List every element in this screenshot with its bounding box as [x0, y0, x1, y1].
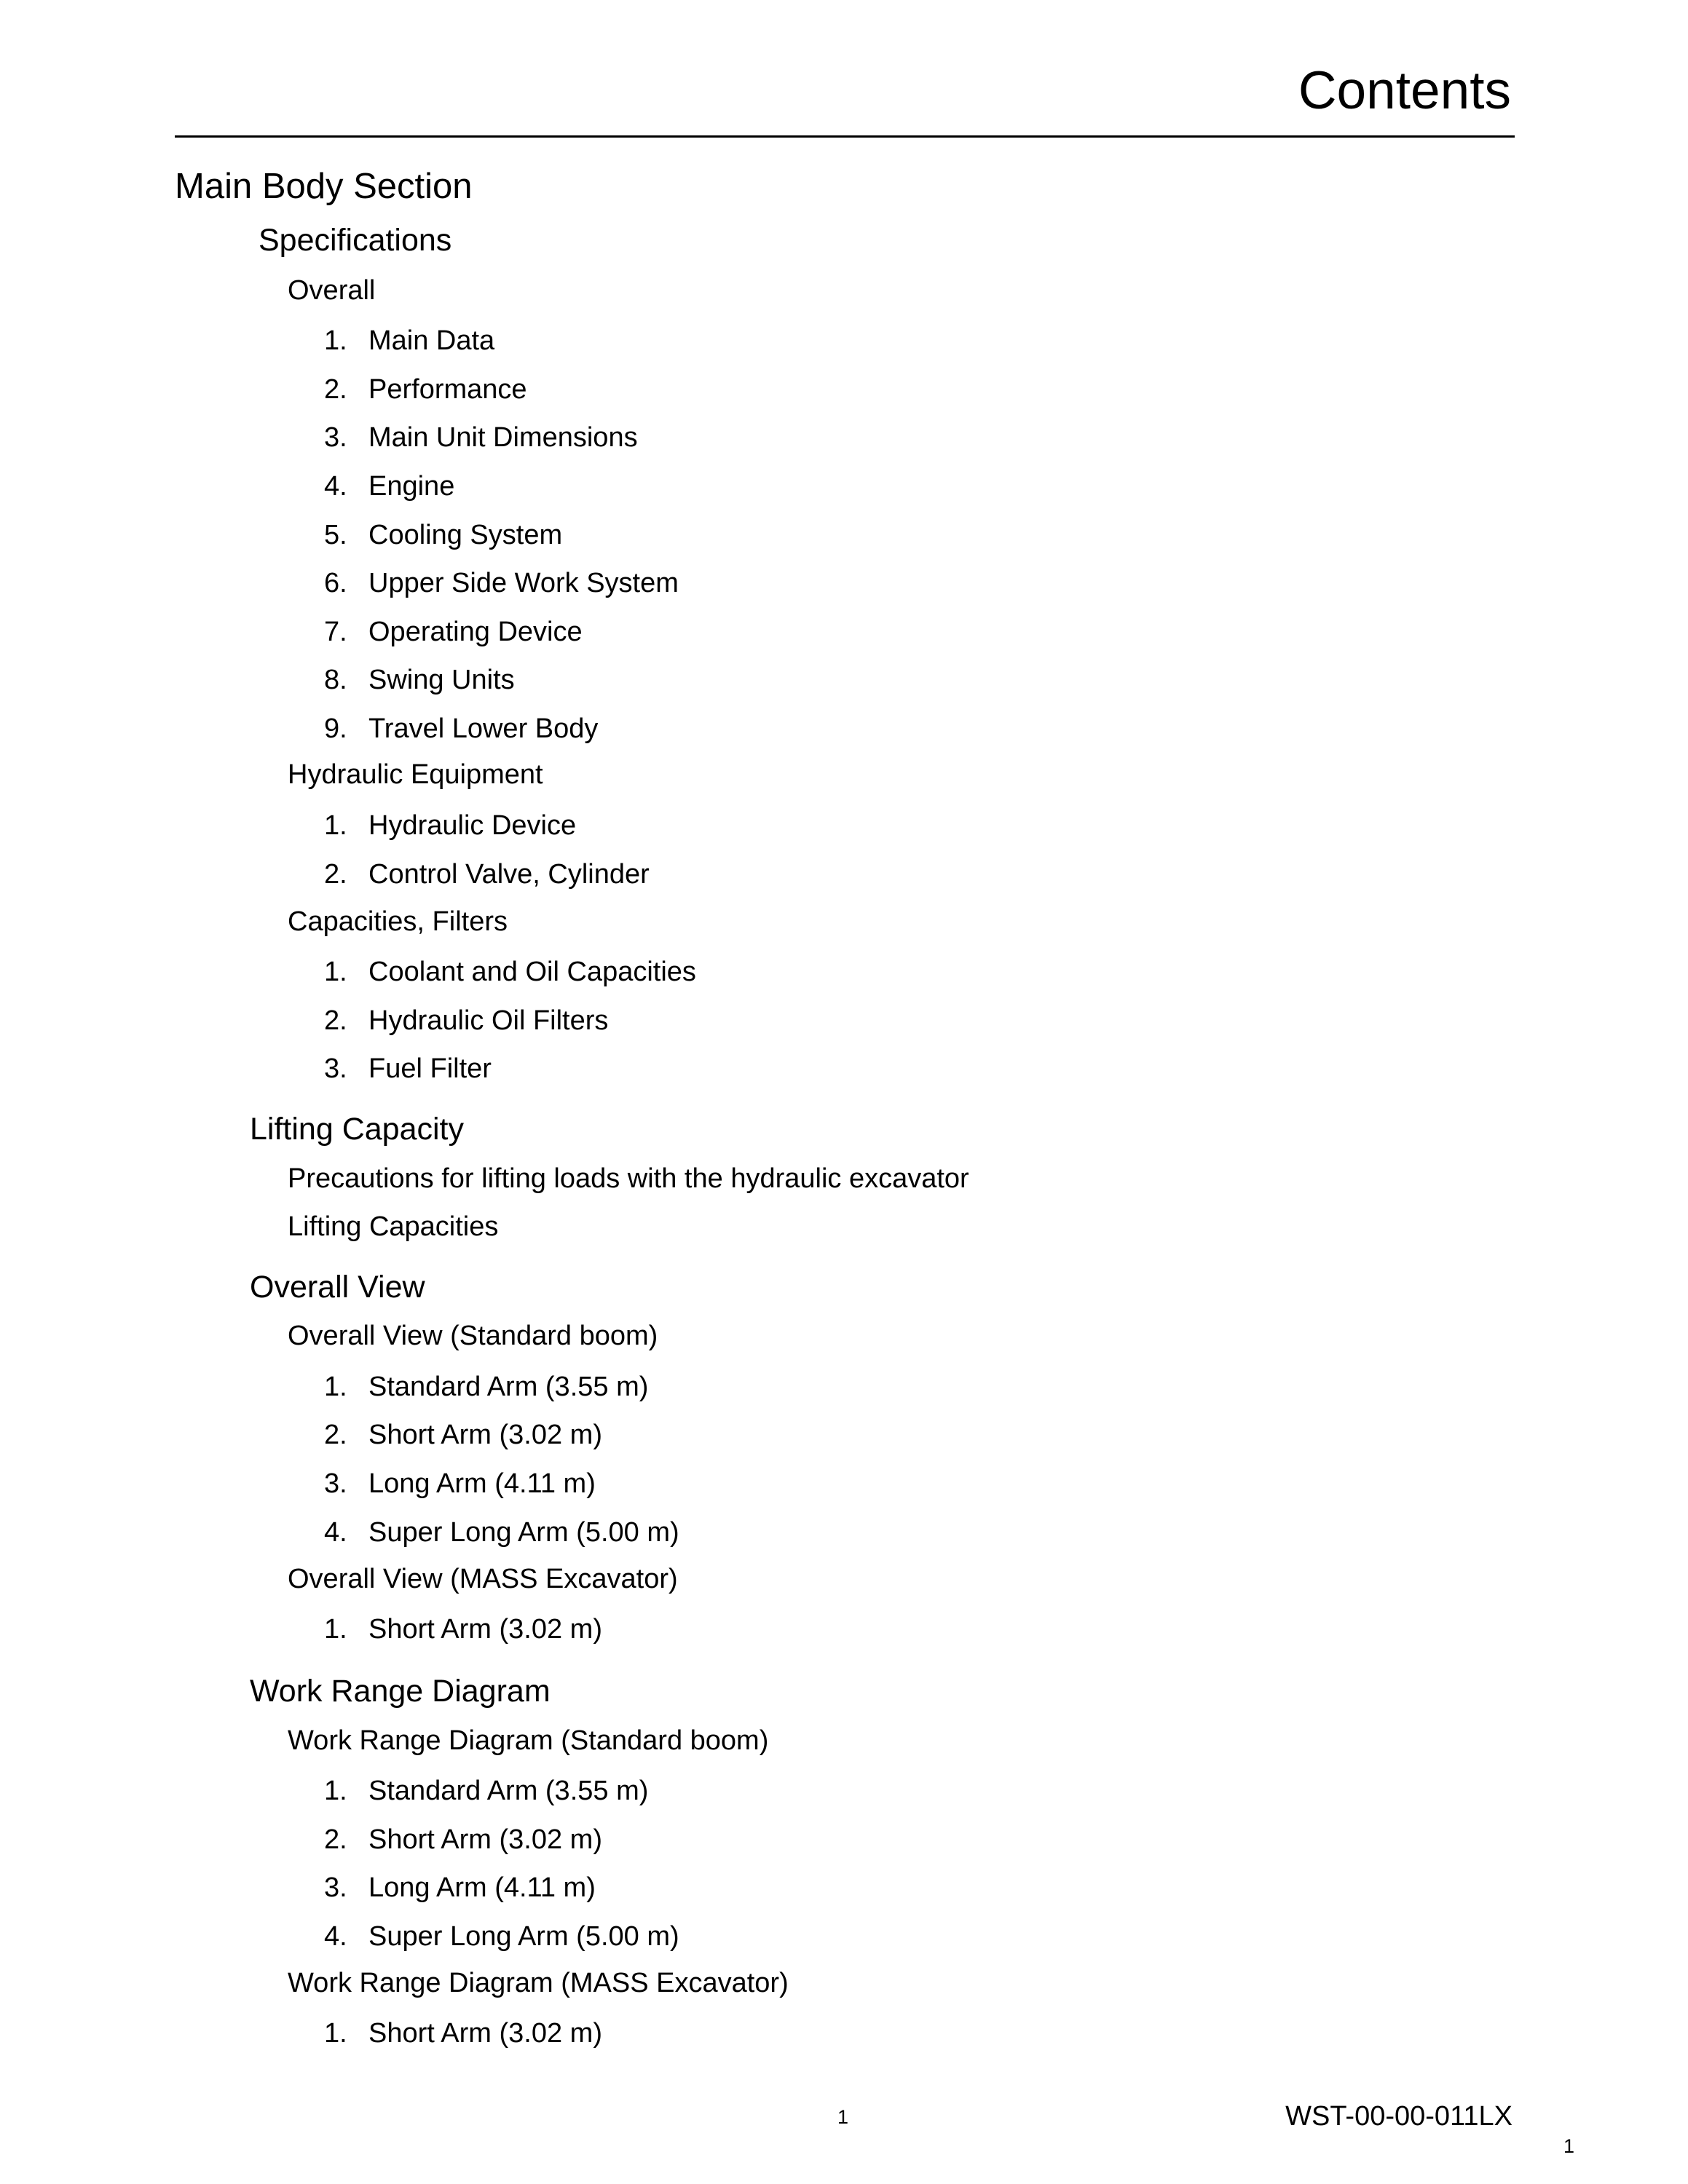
page-title: Contents [1298, 61, 1511, 120]
toc-item-number: 3. [324, 1053, 347, 1084]
toc-item-number: 8. [324, 665, 347, 695]
toc-part-heading: Main Body Section [175, 167, 473, 206]
corner-page-number: 1 [1563, 2135, 1575, 2157]
toc-item-number: 4. [324, 471, 347, 502]
toc-item-number: 4. [324, 1517, 347, 1548]
toc-item-number: 2. [324, 1824, 347, 1855]
toc-item-label: Standard Arm (3.55 m) [368, 1372, 649, 1402]
toc-item-number: 1. [324, 810, 347, 841]
toc-item-number: 1. [324, 2018, 347, 2049]
toc-item-label: Control Valve, Cylinder [368, 859, 650, 890]
toc-item-number: 7. [324, 617, 347, 647]
toc-item-label: Upper Side Work System [368, 568, 679, 598]
toc-section: Precautions for lifting loads with the hydraulic excavator [288, 1163, 969, 1194]
toc-item-number: 6. [324, 568, 347, 598]
toc-item-label: Long Arm (4.11 m) [368, 1872, 596, 1903]
toc-item-number: 1. [324, 1372, 347, 1402]
toc-item-label: Short Arm (3.02 m) [368, 1614, 602, 1645]
toc-item-label: Main Data [368, 325, 495, 356]
toc-item-label: Main Unit Dimensions [368, 422, 638, 453]
toc-item-number: 1. [324, 1776, 347, 1806]
toc-section: Overall View (MASS Excavator) [288, 1564, 678, 1594]
toc-chapter-lifting-capacity: Lifting Capacity [250, 1112, 464, 1147]
toc-item-label: Short Arm (3.02 m) [368, 1420, 602, 1450]
toc-chapter-specifications: Specifications [259, 223, 452, 258]
toc-item-label: Fuel Filter [368, 1053, 492, 1084]
toc-section-overall: Overall [288, 275, 376, 306]
toc-item-number: 9. [324, 713, 347, 744]
toc-item-label: Travel Lower Body [368, 713, 599, 744]
toc-item-number: 2. [324, 859, 347, 890]
toc-item-label: Engine [368, 471, 455, 502]
toc-chapter-work-range-diagram: Work Range Diagram [250, 1674, 551, 1709]
toc-item-label: Performance [368, 374, 527, 405]
toc-section: Work Range Diagram (Standard boom) [288, 1725, 769, 1756]
toc-item-number: 5. [324, 520, 347, 550]
toc-item-number: 4. [324, 1921, 347, 1952]
toc-item-number: 2. [324, 1420, 347, 1450]
toc-item-number: 1. [324, 957, 347, 987]
toc-item-number: 3. [324, 1872, 347, 1903]
toc-item-number: 1. [324, 1614, 347, 1645]
toc-item-label: Short Arm (3.02 m) [368, 1824, 602, 1855]
toc-item-label: Cooling System [368, 520, 563, 550]
toc-item-number: 3. [324, 422, 347, 453]
toc-item-label: Standard Arm (3.55 m) [368, 1776, 649, 1806]
toc-item-number: 3. [324, 1468, 347, 1499]
toc-item-number: 2. [324, 1005, 347, 1036]
toc-item-label: Short Arm (3.02 m) [368, 2018, 602, 2049]
toc-section: Overall View (Standard boom) [288, 1321, 658, 1351]
toc-item-label: Operating Device [368, 617, 583, 647]
toc-item-label: Hydraulic Device [368, 810, 577, 841]
toc-section: Lifting Capacities [288, 1211, 499, 1242]
toc-item-label: Super Long Arm (5.00 m) [368, 1921, 679, 1952]
toc-section: Work Range Diagram (MASS Excavator) [288, 1968, 789, 1998]
toc-item-number: 2. [324, 374, 347, 405]
toc-item-label: Long Arm (4.11 m) [368, 1468, 596, 1499]
toc-item-label: Coolant and Oil Capacities [368, 957, 696, 987]
toc-section-capacities-filters: Capacities, Filters [288, 906, 508, 937]
footer-page-number: 1 [837, 2106, 849, 2128]
toc-item-label: Swing Units [368, 665, 515, 695]
footer-document-code: WST-00-00-011LX [1285, 2101, 1513, 2132]
toc-chapter-overall-view: Overall View [250, 1270, 425, 1305]
toc-item-number: 1. [324, 325, 347, 356]
toc-item-label: Hydraulic Oil Filters [368, 1005, 609, 1036]
toc-item-label: Super Long Arm (5.00 m) [368, 1517, 679, 1548]
toc-section-hydraulic-equipment: Hydraulic Equipment [288, 759, 543, 790]
